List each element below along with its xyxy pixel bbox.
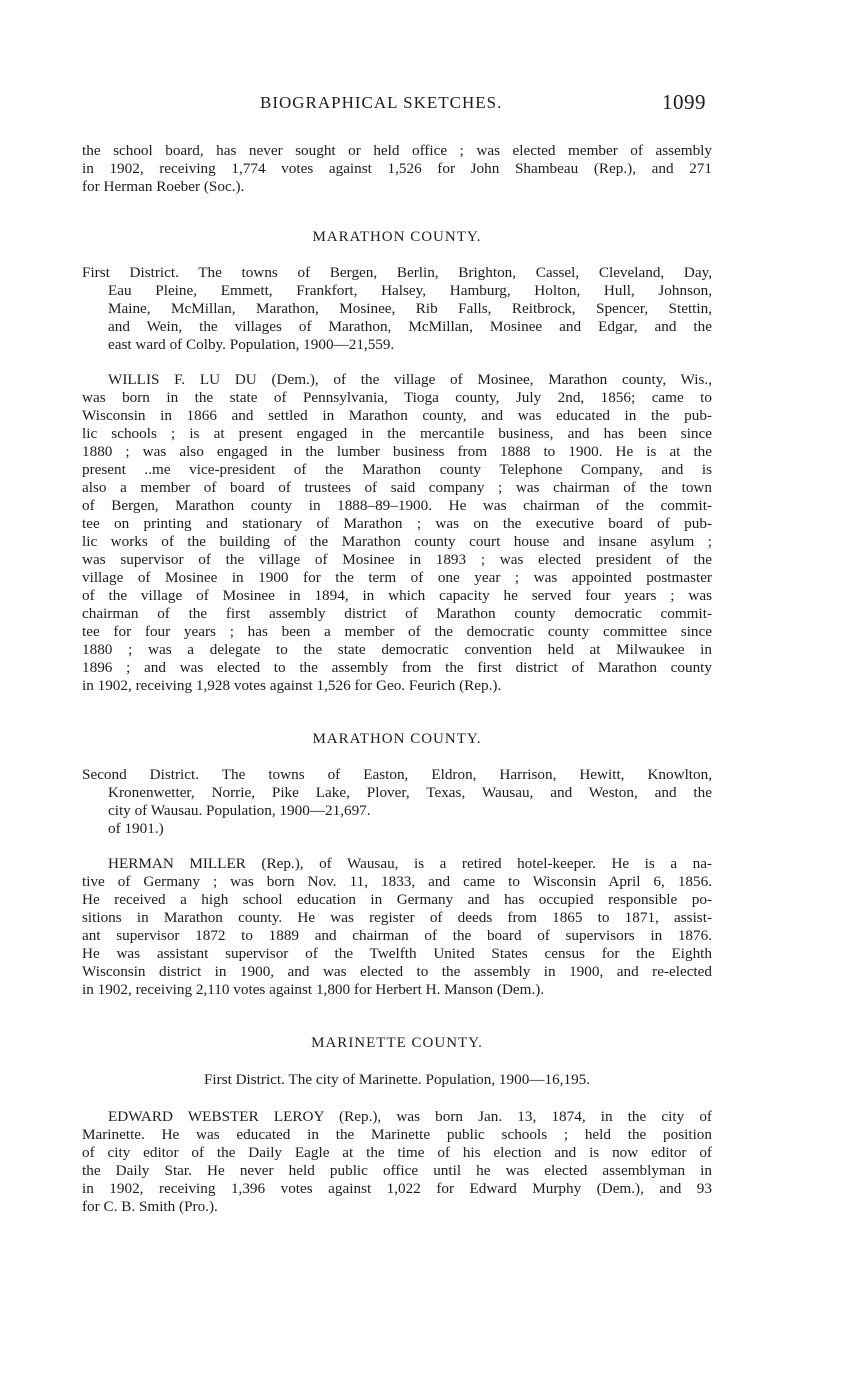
text-line: WILLIS F. LU DU (Dem.), of the village of Mosinee, Marathon county, Wis., xyxy=(108,371,712,388)
text-line: Second District. The towns of Easton, Eldron, Harrison, Hewitt, Knowlton, xyxy=(82,766,712,783)
text-line: 1880 ; was also engaged in the lumber business from 1888 to 1900. He is at the xyxy=(82,443,712,460)
text-line: Maine, McMillan, Marathon, Mosinee, Rib Falls, Reitbrock, Spencer, Stettin, xyxy=(108,300,712,317)
text-line: and Wein, the villages of Marathon, McMillan, Mosinee and Edgar, and the xyxy=(108,318,712,335)
text-line: was born in the state of Pennsylvania, Tioga county, July 2nd, 1856; came to xyxy=(82,389,712,406)
district-description: First District. The city of Marinette. Population, 1900—16,195. xyxy=(203,1071,591,1088)
text-line: of 1901.) xyxy=(108,820,164,837)
text-line: of Bergen, Marathon county in 1888–89–1900. He was chairman of the commit- xyxy=(82,497,712,514)
text-line: ant supervisor 1872 to 1889 and chairman of the board of supervisors in 1876. xyxy=(82,927,712,944)
text-line: Wisconsin in 1866 and settled in Marathon county, and was educated in the pub- xyxy=(82,407,712,424)
text-line: in 1902, receiving 1,928 votes against 1,526 for Geo. Feurich (Rep.). xyxy=(82,677,502,694)
text-line: lic works of the building of the Marathon county court house and insane asylum ; xyxy=(82,533,712,550)
text-line: sitions in Marathon county. He was register of deeds from 1865 to 1871, assist- xyxy=(82,909,712,926)
text-line: city of Wausau. Population, 1900—21,697. xyxy=(108,802,371,819)
text-line: Eau Pleine, Emmett, Frankfort, Halsey, Hamburg, Holton, Hull, Johnson, xyxy=(108,282,712,299)
text-line: tive of Germany ; was born Nov. 11, 1833, and came to Wisconsin April 6, 1856. xyxy=(82,873,712,890)
text-line: 1896 ; and was elected to the assembly from the first district of Marathon county xyxy=(82,659,712,676)
text-line: village of Mosinee in 1900 for the term of one year ; was appointed postmaster xyxy=(82,569,712,586)
text-line: He was assistant supervisor of the Twelfth United States census for the Eighth xyxy=(82,945,712,962)
text-line: tee for four years ; has been a member of the democratic county committee since xyxy=(82,623,712,640)
text-line: in 1902, receiving 1,396 votes against 1,022 for Edward Murphy (Dem.), and 93 xyxy=(82,1180,712,1197)
section-heading: MARINETTE COUNTY. xyxy=(311,1035,483,1051)
text-line: chairman of the first assembly district of Marathon county democratic commit- xyxy=(82,605,712,622)
text-line: present ..me vice-president of the Marathon county Telephone Company, and is xyxy=(82,461,712,478)
text-line: tee on printing and stationary of Marathon ; was on the executive board of pub- xyxy=(82,515,712,532)
text-line: of city editor of the Daily Eagle at the time of his election and is now editor of xyxy=(82,1144,712,1161)
text-line: of the village of Mosinee in 1894, in which capacity he served four years ; was xyxy=(82,587,712,604)
text-line: the Daily Star. He never held public office until he was elected assemblyman in xyxy=(82,1162,712,1179)
text-line: Wisconsin district in 1900, and was elected to the assembly in 1900, and re-elected xyxy=(82,963,712,980)
text-line: He received a high school education in Germany and has occupied responsible po- xyxy=(82,891,712,908)
text-line: east ward of Colby. Population, 1900—21,559. xyxy=(108,336,395,353)
running-title: BIOGRAPHICAL SKETCHES. xyxy=(260,93,503,112)
text-line: 1880 ; was a delegate to the state democratic convention held at Milwaukee in xyxy=(82,641,712,658)
text-line: EDWARD WEBSTER LEROY (Rep.), was born Jan. 13, 1874, in the city of xyxy=(108,1108,712,1125)
text-line: Kronenwetter, Norrie, Pike Lake, Plover, Texas, Wausau, and Weston, and the xyxy=(108,784,712,801)
text-line: lic schools ; is at present engaged in the mercantile business, and has been since xyxy=(82,425,712,442)
page-number: 1099 xyxy=(662,90,706,114)
text-line: in 1902, receiving 1,774 votes against 1,526 for John Shambeau (Rep.), and 271 xyxy=(82,160,712,177)
text-line: HERMAN MILLER (Rep.), of Wausau, is a retired hotel-keeper. He is a na- xyxy=(108,855,712,872)
text-line: also a member of board of trustees of said company ; was chairman of the town xyxy=(82,479,712,496)
text-line: Marinette. He was educated in the Marinette public schools ; held the position xyxy=(82,1126,712,1143)
text-line: for C. B. Smith (Pro.). xyxy=(82,1198,218,1215)
text-line: the school board, has never sought or held office ; was elected member of assembly xyxy=(82,142,712,159)
section-heading: MARATHON COUNTY. xyxy=(312,731,482,747)
text-line: in 1902, receiving 2,110 votes against 1,800 for Herbert H. Manson (Dem.). xyxy=(82,981,545,998)
text-line: for Herman Roeber (Soc.). xyxy=(82,178,245,195)
text-line: was supervisor of the village of Mosinee in 1893 ; was elected president of the xyxy=(82,551,712,568)
text-line: First District. The towns of Bergen, Berlin, Brighton, Cassel, Cleveland, Day, xyxy=(82,264,712,281)
section-heading: MARATHON COUNTY. xyxy=(312,229,482,245)
